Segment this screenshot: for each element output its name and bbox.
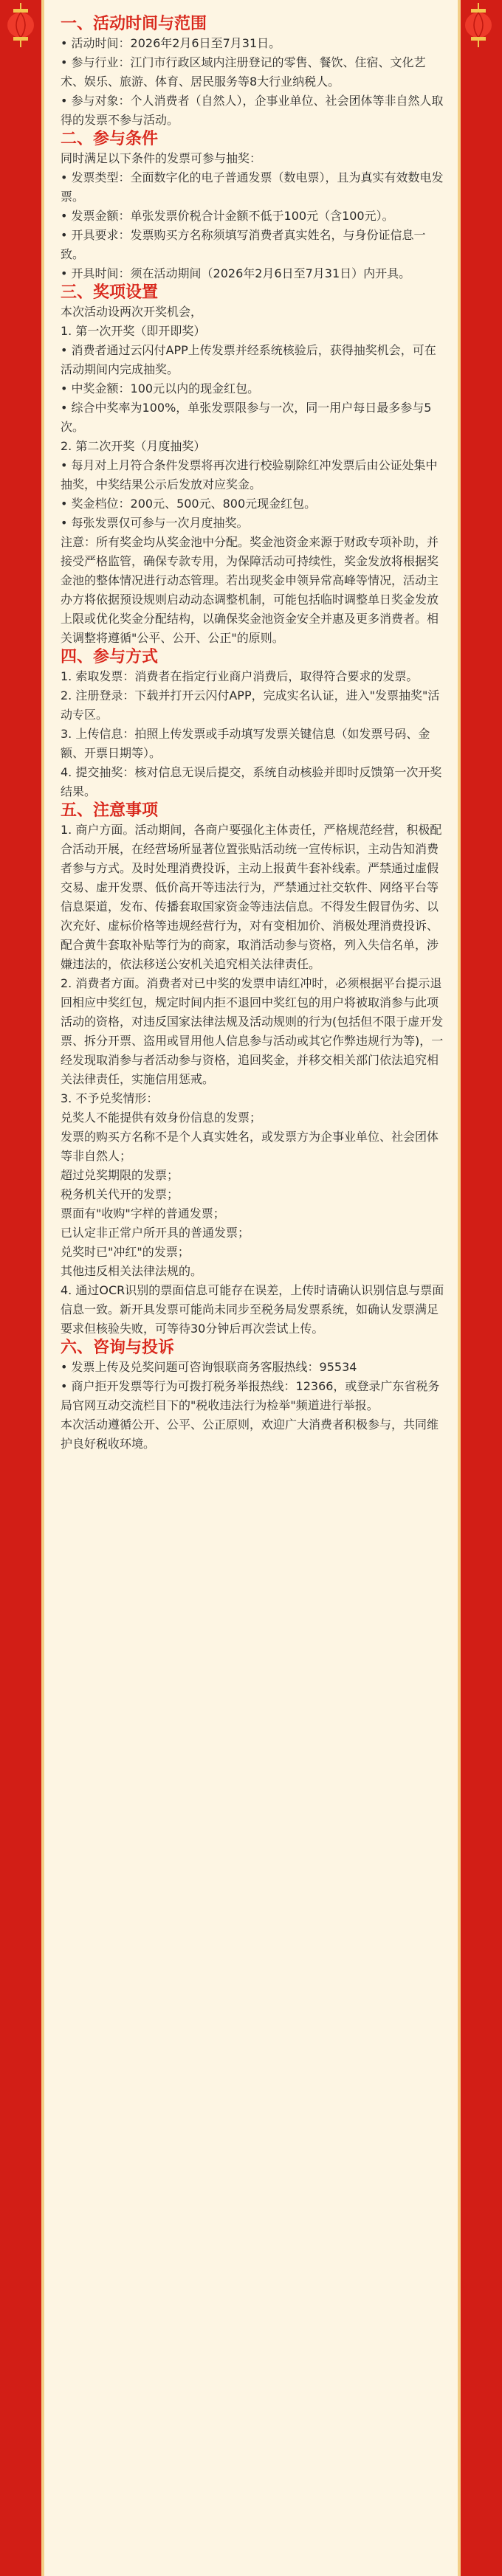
paragraph: • 开具时间：须在活动期间（2026年2月6日至7月31日）内开具。 [61,266,411,280]
section-participation [61,648,444,801]
section-time-scope [61,15,444,130]
paragraph: 3. 上传信息：拍照上传发票或手动填写发票关键信息（如发票号码、金额、开票日期等）。 [61,727,430,760]
paragraph: 其他违反相关法律法规的。 [61,1264,203,1278]
paragraph: 超过兑奖期限的发票； [61,1168,179,1182]
paragraph: 本次活动遵循公开、公平、公正原则，欢迎广大消费者积极参与，共同维护良好税收环境。 [61,1418,439,1451]
paragraph: 1. 第一次开奖（即开即奖） [61,324,206,338]
paragraph: • 发票类型：全面数字化的电子普通发票（数电票），且为真实有效数电发票。 [61,170,444,204]
paragraph: 已认定非正常户所开具的普通发票； [61,1226,250,1240]
paragraph: • 每月对上月符合条件发票将再次进行校验剔除红冲发票后由公证处集中抽奖，中奖结果公示后发放对应奖金。 [61,458,438,491]
paragraph: • 活动时间：2026年2月6日至7月31日。 [61,36,281,50]
paragraph: 票面有"收购"字样的普通发票； [61,1206,225,1220]
paragraph: 1. 索取发票：消费者在指定行业商户消费后，取得符合要求的发票。 [61,669,419,683]
paragraph: 注意：所有奖金均从奖金池中分配。奖金池资金来源于财政专项补助，并接受严格监管，确保专款专用，为保障活动可持续性，奖金发放将根据奖金池的整体情况进行动态管理。若出现奖金申领异常高峰等情况，活动主办方将依据预设规则启动动态调整机制，可能包括临时调整单日奖金发放上限或优化奖金分配结构，以确保奖金池资金安全并惠及更多消费者。相关调整将遵循"公平、公开、公正"的原则。 [61,535,439,645]
paragraph: 发票的购买方名称不是个人真实姓名，或发票方为企事业单位、社会团体等非自然人； [61,1130,439,1163]
paragraph: • 奖金档位：200元、500元、800元现金红包。 [61,497,317,511]
paragraph: 2. 注册登录：下载并打开云闪付APP，完成实名认证，进入"发票抽奖"活动专区。 [61,688,440,722]
paragraph: • 开具要求：发票购买方名称须填写消费者真实姓名，与身份证信息一致。 [61,228,426,261]
paragraph: 4. 提交抽奖：核对信息无误后提交，系统自动核验并即时反馈第一次开奖结果。 [61,765,442,798]
section-title: 五、注意事项 [61,801,159,820]
activity-rules-panel [41,0,461,2576]
section-title: 三、奖项设置 [61,283,159,302]
paragraph: 3. 不予兑奖情形： [61,1091,159,1105]
section-title: 一、活动时间与范围 [61,15,207,33]
section-conditions [61,130,444,283]
paragraph: 本次活动设两次开奖机会， [61,305,203,319]
paragraph: 2. 第二次开奖（月度抽奖） [61,439,206,453]
paragraph: • 参与对象：个人消费者（自然人），企事业单位、社会团体等非自然人取得的发票不参与活动。 [61,94,444,127]
paragraph: 1. 商户方面。活动期间，各商户要强化主体责任，严格规范经营，积极配合活动开展，在经营场所显著位置张贴活动统一宣传标识，主动告知消费者参与方式。及时处理消费投诉，主动上报黄牛套补线索。严禁通过虚假交易、虚开发票、低价高开等违法行为，严禁通过社交软件、网络平台等信息渠道，发布、传播套取国家资金等违法信息。不得发生假冒伪劣、以次充好、虚标价格等违规经营行为，对有变相加价、消极处理消费投诉、配合黄牛套取补贴等行为的商家，取消活动参与资格，列入失信名单，涉嫌违法的，依法移送公安机关追究相关法律责任。 [61,823,442,971]
paragraph: 4. 通过OCR识别的票面信息可能存在误差，上传时请确认识别信息与票面信息一致。新开具发票可能尚未同步至税务局发票系统，如确认发票满足要求但核验失败，可等待30分钟后再次尝试上传。 [61,1283,444,1336]
section-title: 六、咨询与投诉 [61,1339,175,1357]
paragraph: 兑奖时已"冲红"的发票； [61,1245,190,1259]
paragraph: • 综合中奖率为100%，单张发票限参与一次，同一用户每日最多参与5次。 [61,401,432,434]
paragraph: 2. 消费者方面。消费者对已中奖的发票申请红冲时，必须根据平台提示退回相应中奖红包，规定时间内拒不退回中奖红包的用户将被取消参与此项活动的资格，对违反国家法律法规及活动规则的行为(包括但不限于虚开发票、拆分开票、盗用或冒用他人信息参与活动或其它作弊违规行为等)，一经发现取消参与者活动参与资格，追回奖金，并移交相关部门依法追究相关法律责任，实施信用惩戒。 [61,976,444,1086]
paragraph: • 发票上传及兑奖问题可咨询银联商务客服热线：95534 [61,1360,357,1374]
lantern-icon [464,3,493,47]
paragraph: • 每张发票仅可参与一次月度抽奖。 [61,516,249,530]
section-title: 二、参与条件 [61,130,159,148]
section-prizes [61,283,444,648]
paragraph: 兑奖人不能提供有效身份信息的发票； [61,1111,262,1125]
paragraph: 税务机关代开的发票； [61,1187,179,1201]
paragraph: • 中奖金额：100元以内的现金红包。 [61,381,260,396]
section-contact [61,1339,444,1454]
paragraph: • 发票金额：单张发票价税合计金额不低于100元（含100元）。 [61,209,394,223]
paragraph: • 消费者通过云闪付APP上传发票并经系统核验后，获得抽奖机会，可在活动期间内完成抽奖。 [61,343,436,376]
paragraph: • 参与行业：江门市行政区域内注册登记的零售、餐饮、住宿、文化艺术、娱乐、旅游、体育、居民服务等8大行业纳税人。 [61,55,426,89]
paragraph: 同时满足以下条件的发票可参与抽奖： [61,151,262,165]
lantern-icon [6,3,35,47]
section-notes [61,801,444,1339]
section-title: 四、参与方式 [61,648,159,666]
paragraph: • 商户拒开发票等行为可拨打税务举报热线：12366，或登录广东省税务局官网互动交流栏目下的"税收违法行为检举"频道进行举报。 [61,1379,440,1412]
